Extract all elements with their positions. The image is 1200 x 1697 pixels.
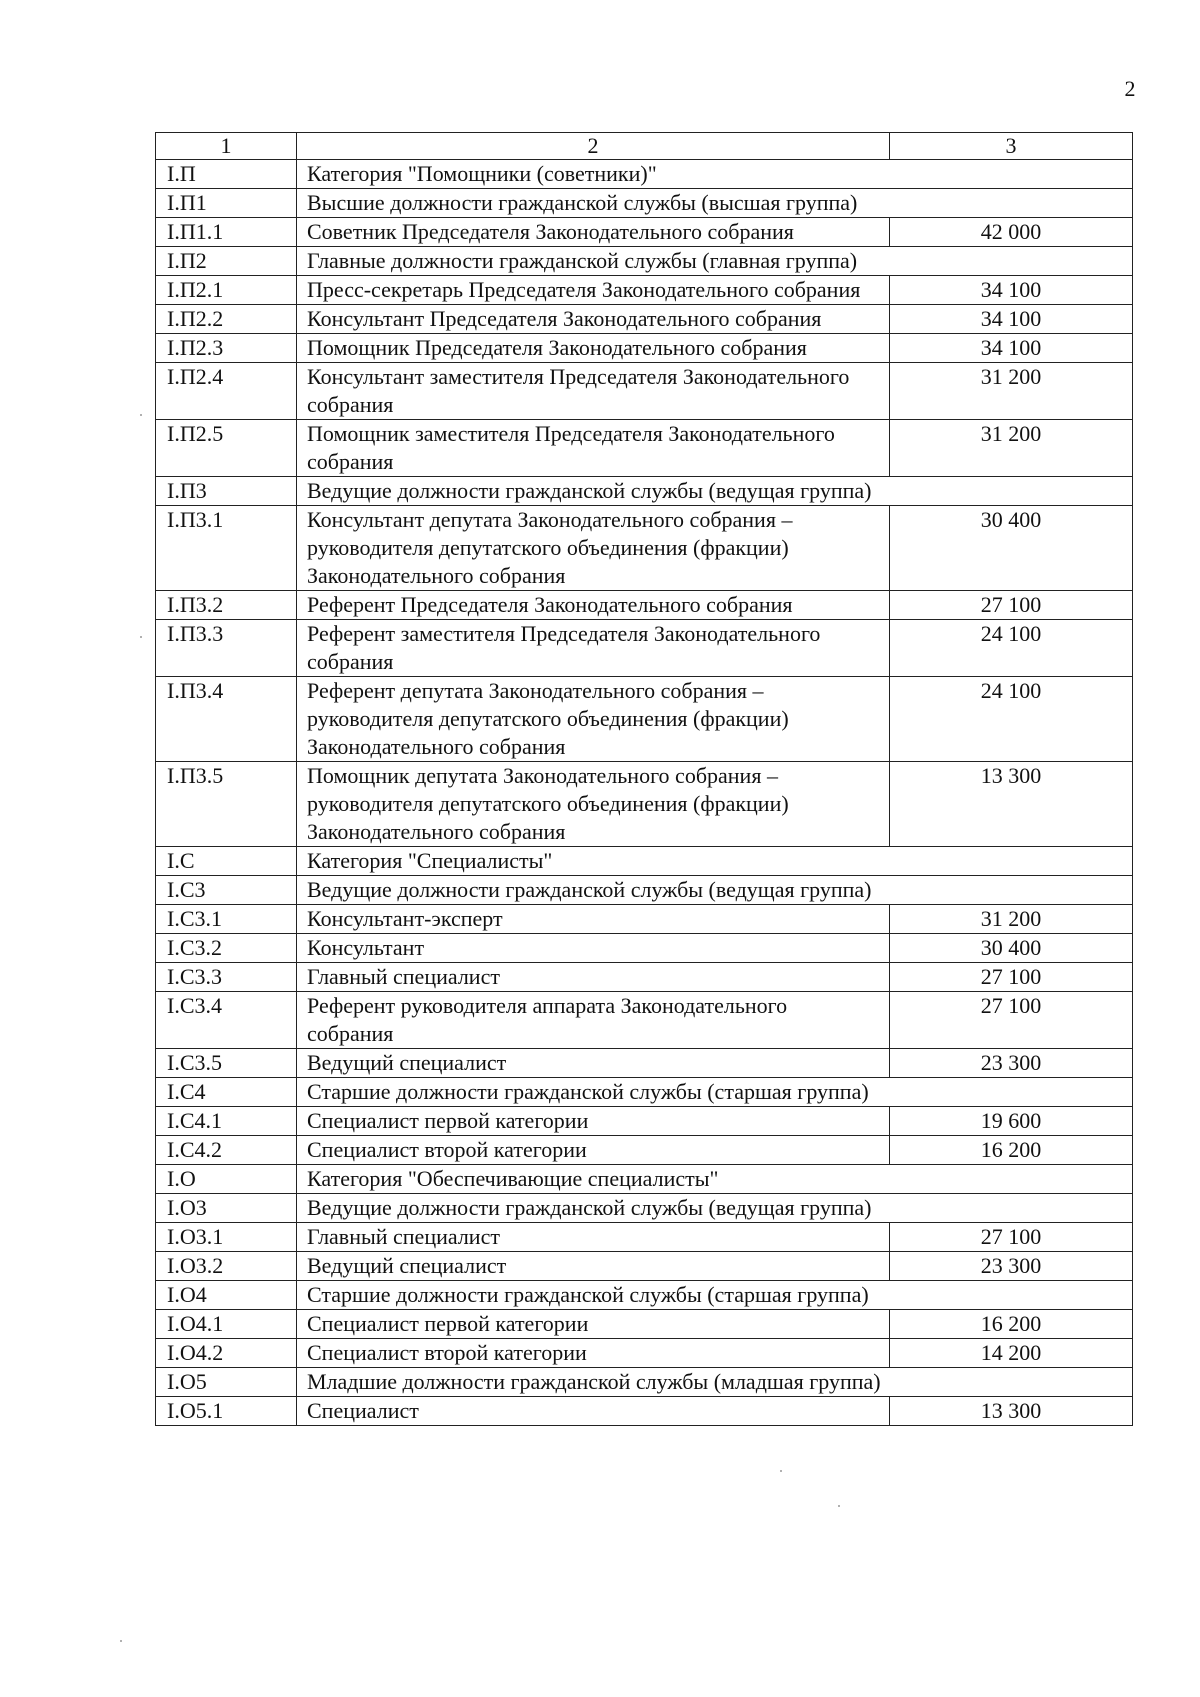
row-salary-value: 42 000 [890, 218, 1133, 247]
row-title: Помощник заместителя Председателя Законодательного собрания [297, 420, 890, 477]
row-code: I.О4 [156, 1281, 297, 1310]
position-row [156, 934, 1133, 963]
position-row [156, 420, 1133, 477]
group-row [156, 1194, 1133, 1223]
scan-speck [140, 414, 142, 416]
row-title: Помощник Председателя Законодательного собрания [297, 334, 890, 363]
row-title: Специалист [297, 1397, 890, 1426]
row-title: Младшие должности гражданской службы (младшая группа) [297, 1368, 1133, 1397]
row-salary-value: 24 100 [890, 677, 1133, 762]
row-code: I.О3 [156, 1194, 297, 1223]
row-code: I.С4.2 [156, 1136, 297, 1165]
row-salary-value: 34 100 [890, 305, 1133, 334]
row-code: I.П3.2 [156, 591, 297, 620]
row-code: I.П1.1 [156, 218, 297, 247]
row-title: Старшие должности гражданской службы (старшая группа) [297, 1078, 1133, 1107]
position-row [156, 305, 1133, 334]
row-code: I.П2.2 [156, 305, 297, 334]
row-salary-value: 27 100 [890, 591, 1133, 620]
row-title: Специалист первой категории [297, 1310, 890, 1339]
position-row [156, 992, 1133, 1049]
row-code: I.О [156, 1165, 297, 1194]
row-title: Высшие должности гражданской службы (высшая группа) [297, 189, 1133, 218]
column-header-1: 1 [156, 133, 297, 160]
row-salary-value: 16 200 [890, 1136, 1133, 1165]
group-row [156, 876, 1133, 905]
row-title: Старшие должности гражданской службы (старшая группа) [297, 1281, 1133, 1310]
salary-table [155, 132, 1133, 1426]
position-row [156, 1049, 1133, 1078]
position-row [156, 620, 1133, 677]
row-code: I.П3.5 [156, 762, 297, 847]
row-code: I.С3.2 [156, 934, 297, 963]
row-code: I.С3.3 [156, 963, 297, 992]
row-code: I.С4 [156, 1078, 297, 1107]
position-row [156, 1397, 1133, 1426]
row-code: I.П2.4 [156, 363, 297, 420]
row-code: I.П2.3 [156, 334, 297, 363]
row-title: Ведущий специалист [297, 1252, 890, 1281]
row-title: Советник Председателя Законодательного собрания [297, 218, 890, 247]
position-row [156, 591, 1133, 620]
position-row [156, 363, 1133, 420]
position-row [156, 1107, 1133, 1136]
table-body [156, 133, 1133, 1426]
position-row [156, 506, 1133, 591]
row-salary-value: 13 300 [890, 1397, 1133, 1426]
row-title: Консультант Председателя Законодательного собрания [297, 305, 890, 334]
row-title: Ведущий специалист [297, 1049, 890, 1078]
row-title: Помощник депутата Законодательного собрания – руководителя депутатского объединения (фракции) Законодательного собрания [297, 762, 890, 847]
group-row [156, 1078, 1133, 1107]
row-salary-value: 23 300 [890, 1252, 1133, 1281]
group-row [156, 1281, 1133, 1310]
group-row [156, 160, 1133, 189]
row-title: Референт руководителя аппарата Законодательного собрания [297, 992, 890, 1049]
row-salary-value: 27 100 [890, 992, 1133, 1049]
row-title: Референт депутата Законодательного собрания – руководителя депутатского объединения (фракции) Законодательного собрания [297, 677, 890, 762]
row-title: Специалист первой категории [297, 1107, 890, 1136]
scan-speck [120, 1640, 122, 1642]
group-row [156, 189, 1133, 218]
position-row [156, 1223, 1133, 1252]
position-row [156, 905, 1133, 934]
column-header-3: 3 [890, 133, 1133, 160]
row-title: Консультант депутата Законодательного собрания – руководителя депутатского объединения (фракции) Законодательного собрания [297, 506, 890, 591]
row-code: I.П2.5 [156, 420, 297, 477]
group-row [156, 477, 1133, 506]
row-code: I.С3 [156, 876, 297, 905]
row-salary-value: 31 200 [890, 363, 1133, 420]
row-title: Ведущие должности гражданской службы (ведущая группа) [297, 1194, 1133, 1223]
row-title: Специалист второй категории [297, 1339, 890, 1368]
row-salary-value: 24 100 [890, 620, 1133, 677]
group-row [156, 1368, 1133, 1397]
row-title: Главный специалист [297, 963, 890, 992]
row-salary-value: 31 200 [890, 420, 1133, 477]
row-title: Категория "Помощники (советники)" [297, 160, 1133, 189]
row-salary-value: 30 400 [890, 934, 1133, 963]
row-title: Пресс-секретарь Председателя Законодательного собрания [297, 276, 890, 305]
row-code: I.С3.5 [156, 1049, 297, 1078]
position-row [156, 1136, 1133, 1165]
row-code: I.П [156, 160, 297, 189]
row-code: I.О3.2 [156, 1252, 297, 1281]
row-title: Главные должности гражданской службы (главная группа) [297, 247, 1133, 276]
row-salary-value: 14 200 [890, 1339, 1133, 1368]
row-salary-value: 19 600 [890, 1107, 1133, 1136]
row-salary-value: 27 100 [890, 963, 1133, 992]
row-code: I.О5 [156, 1368, 297, 1397]
row-title: Главный специалист [297, 1223, 890, 1252]
scan-speck [140, 636, 142, 638]
row-salary-value: 34 100 [890, 334, 1133, 363]
position-row [156, 1339, 1133, 1368]
row-code: I.П1 [156, 189, 297, 218]
position-row [156, 762, 1133, 847]
row-code: I.П2.1 [156, 276, 297, 305]
row-title: Консультант-эксперт [297, 905, 890, 934]
row-salary-value: 23 300 [890, 1049, 1133, 1078]
scan-speck [780, 1470, 782, 1472]
position-row [156, 1310, 1133, 1339]
group-row [156, 247, 1133, 276]
row-title: Категория "Специалисты" [297, 847, 1133, 876]
row-title: Ведущие должности гражданской службы (ведущая группа) [297, 477, 1133, 506]
row-salary-value: 16 200 [890, 1310, 1133, 1339]
row-title: Референт заместителя Председателя Законодательного собрания [297, 620, 890, 677]
position-row [156, 218, 1133, 247]
row-code: I.О5.1 [156, 1397, 297, 1426]
row-code: I.П2 [156, 247, 297, 276]
row-title: Ведущие должности гражданской службы (ведущая группа) [297, 876, 1133, 905]
row-code: I.П3.3 [156, 620, 297, 677]
position-row [156, 276, 1133, 305]
row-code: I.С3.1 [156, 905, 297, 934]
row-title: Консультант заместителя Председателя Законодательного собрания [297, 363, 890, 420]
column-number-row [156, 133, 1133, 160]
row-code: I.О4.2 [156, 1339, 297, 1368]
row-salary-value: 31 200 [890, 905, 1133, 934]
position-row [156, 334, 1133, 363]
group-row [156, 847, 1133, 876]
row-code: I.С3.4 [156, 992, 297, 1049]
position-row [156, 1252, 1133, 1281]
column-header-2: 2 [297, 133, 890, 160]
row-salary-value: 13 300 [890, 762, 1133, 847]
row-salary-value: 30 400 [890, 506, 1133, 591]
row-code: I.О4.1 [156, 1310, 297, 1339]
scan-speck [838, 1505, 840, 1507]
row-code: I.О3.1 [156, 1223, 297, 1252]
row-code: I.П3.4 [156, 677, 297, 762]
row-salary-value: 27 100 [890, 1223, 1133, 1252]
row-code: I.С4.1 [156, 1107, 297, 1136]
row-title: Консультант [297, 934, 890, 963]
row-code: I.П3 [156, 477, 297, 506]
group-row [156, 1165, 1133, 1194]
row-title: Категория "Обеспечивающие специалисты" [297, 1165, 1133, 1194]
position-row [156, 677, 1133, 762]
page-number: 2 [1124, 76, 1136, 101]
row-code: I.П3.1 [156, 506, 297, 591]
position-row [156, 963, 1133, 992]
row-code: I.С [156, 847, 297, 876]
row-salary-value: 34 100 [890, 276, 1133, 305]
row-title: Референт Председателя Законодательного собрания [297, 591, 890, 620]
row-title: Специалист второй категории [297, 1136, 890, 1165]
